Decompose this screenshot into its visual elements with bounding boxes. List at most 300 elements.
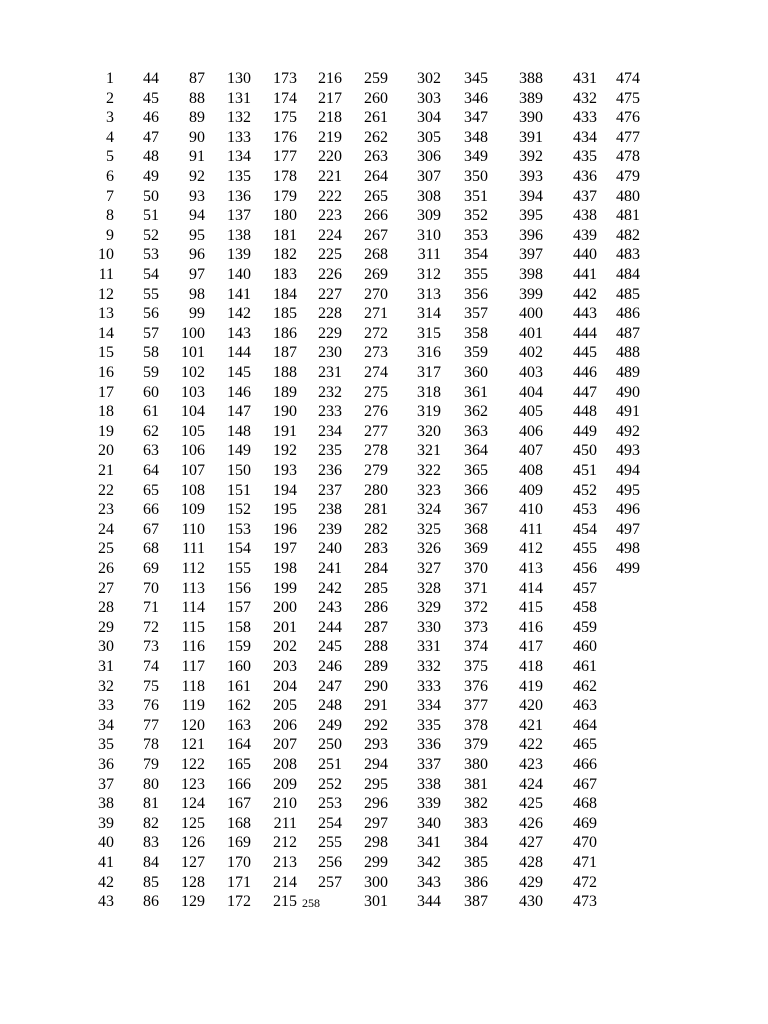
number-cell: 408	[519, 462, 543, 479]
number-cell: 375	[464, 658, 488, 675]
number-cell: 254	[318, 814, 342, 832]
number-cell: 8	[106, 207, 114, 225]
number-cell: 255	[318, 834, 342, 852]
number-cell: 136	[227, 187, 251, 205]
number-cell: 392	[519, 148, 543, 166]
number-cell: 379	[464, 736, 488, 754]
number-cell: 96	[189, 246, 205, 264]
number-cell: 396	[519, 226, 543, 244]
number-cell: 68	[143, 540, 159, 558]
number-cell: 273	[364, 344, 388, 362]
number-cell: 419	[519, 677, 543, 695]
number-cell: 146	[227, 383, 251, 401]
number-cell: 61	[143, 403, 159, 421]
number-cell: 104	[181, 403, 205, 421]
number-cell: 36	[98, 756, 114, 773]
number-cell: 395	[519, 207, 543, 225]
number-cell: 296	[364, 795, 388, 813]
number-cell: 454	[573, 520, 597, 538]
number-cell: 25	[98, 540, 114, 558]
number-cell: 402	[519, 344, 543, 362]
number-cell: 441	[573, 266, 597, 283]
number-cell: 249	[318, 716, 342, 734]
number-cell: 462	[573, 677, 597, 695]
number-cell: 376	[464, 677, 488, 695]
number-cell: 492	[616, 422, 640, 440]
number-cell: 448	[573, 403, 597, 421]
number-cell: 322	[417, 462, 441, 479]
number-cell: 458	[573, 599, 597, 617]
number-cell: 463	[573, 697, 597, 715]
number-cell: 466	[573, 756, 597, 773]
number-cell: 447	[573, 383, 597, 401]
number-cell: 270	[364, 285, 388, 303]
number-cell: 484	[616, 266, 640, 283]
number-cell: 352	[464, 207, 488, 225]
number-cell: 99	[189, 305, 205, 323]
number-cell: 338	[417, 775, 441, 793]
number-cell: 67	[143, 520, 159, 538]
number-cell: 314	[417, 305, 441, 323]
number-cell: 44	[143, 70, 159, 87]
number-cell: 207	[273, 736, 297, 754]
number-cell: 112	[181, 560, 205, 577]
number-cell: 58	[143, 344, 159, 362]
number-cell: 13	[98, 305, 114, 323]
number-cell: 335	[417, 716, 441, 734]
number-cell: 384	[464, 834, 488, 852]
number-cell: 489	[616, 364, 640, 381]
number-cell: 97	[189, 266, 205, 283]
number-cell: 329	[417, 599, 441, 617]
number-cell: 299	[364, 854, 388, 871]
number-cell: 229	[318, 324, 342, 342]
number-cell: 414	[519, 579, 543, 597]
number-cell: 171	[227, 873, 251, 891]
number-cell: 469	[573, 814, 597, 832]
number-cell: 95	[189, 226, 205, 244]
number-cell: 120	[181, 716, 205, 734]
number-cell: 158	[227, 618, 251, 636]
number-cell: 233	[318, 403, 342, 421]
number-cell: 442	[573, 285, 597, 303]
number-cell: 291	[364, 697, 388, 715]
number-cell: 5	[106, 148, 114, 166]
number-cell: 52	[143, 226, 159, 244]
number-cell: 301	[364, 893, 388, 911]
number-cell: 124	[181, 795, 205, 813]
number-cell: 151	[227, 481, 251, 499]
number-cell: 209	[273, 775, 297, 793]
number-cell: 71	[143, 599, 159, 617]
number-cell: 321	[417, 442, 441, 460]
number-cell: 130	[227, 70, 251, 87]
number-cell: 457	[573, 579, 597, 597]
number-cell: 119	[181, 697, 205, 715]
number-cell: 1	[106, 70, 114, 87]
number-cell: 39	[98, 814, 114, 832]
number-cell: 383	[464, 814, 488, 832]
number-cell: 228	[318, 305, 342, 323]
number-cell: 74	[143, 658, 159, 675]
number-cell: 284	[364, 560, 388, 577]
number-cell: 289	[364, 658, 388, 675]
number-cell: 101	[181, 344, 205, 362]
number-cell: 438	[573, 207, 597, 225]
number-cell: 170	[227, 854, 251, 871]
number-cell: 257	[318, 873, 342, 891]
number-cell: 267	[364, 226, 388, 244]
number-cell: 433	[573, 109, 597, 127]
number-cell: 371	[464, 579, 488, 597]
number-cell: 176	[273, 128, 297, 146]
number-cell: 144	[227, 344, 251, 362]
number-cell: 404	[519, 383, 543, 401]
number-cell: 465	[573, 736, 597, 754]
number-cell: 223	[318, 207, 342, 225]
number-cell: 365	[464, 462, 488, 479]
number-cell: 159	[227, 638, 251, 656]
number-cell: 412	[519, 540, 543, 558]
number-cell: 241	[318, 560, 342, 577]
number-cell: 89	[189, 109, 205, 127]
number-cell: 213	[273, 854, 297, 871]
number-cell: 243	[318, 599, 342, 617]
number-cell: 157	[227, 599, 251, 617]
number-cell: 164	[227, 736, 251, 754]
number-cell: 85	[143, 873, 159, 891]
number-cell: 78	[143, 736, 159, 754]
number-cell: 280	[364, 481, 388, 499]
number-cell: 320	[417, 422, 441, 440]
number-cell: 340	[417, 814, 441, 832]
number-cell: 62	[143, 422, 159, 440]
number-cell: 427	[519, 834, 543, 852]
number-cell: 265	[364, 187, 388, 205]
number-cell: 406	[519, 422, 543, 440]
number-cell: 275	[364, 383, 388, 401]
number-cell: 313	[417, 285, 441, 303]
number-cell: 224	[318, 226, 342, 244]
number-cell: 306	[417, 148, 441, 166]
number-cell: 65	[143, 481, 159, 499]
number-cell: 345	[464, 70, 488, 87]
number-cell: 110	[181, 520, 205, 538]
number-cell: 140	[227, 266, 251, 283]
number-cell: 326	[417, 540, 441, 558]
number-cell: 354	[464, 246, 488, 264]
number-cell: 80	[143, 775, 159, 793]
number-cell: 294	[364, 756, 388, 773]
number-cell: 6	[106, 168, 114, 185]
number-cell: 357	[464, 305, 488, 323]
number-cell: 133	[227, 128, 251, 146]
number-cell: 308	[417, 187, 441, 205]
number-cell: 283	[364, 540, 388, 558]
number-cell: 483	[616, 246, 640, 264]
number-cell: 423	[519, 756, 543, 773]
number-cell: 401	[519, 324, 543, 342]
number-cell: 30	[98, 638, 114, 656]
number-cell: 477	[616, 128, 640, 146]
number-cell: 459	[573, 618, 597, 636]
number-cell: 24	[98, 520, 114, 538]
number-cell: 305	[417, 128, 441, 146]
number-cell: 461	[573, 658, 597, 675]
number-cell: 388	[519, 70, 543, 87]
number-cell: 487	[616, 324, 640, 342]
number-cell: 12	[98, 285, 114, 303]
number-cell: 129	[181, 893, 205, 911]
number-cell: 346	[464, 89, 488, 107]
number-cell: 262	[364, 128, 388, 146]
number-cell: 188	[273, 364, 297, 381]
number-cell: 452	[573, 481, 597, 499]
number-cell: 191	[273, 422, 297, 440]
number-cell: 200	[273, 599, 297, 617]
number-cell: 115	[181, 618, 205, 636]
number-cell: 206	[273, 716, 297, 734]
number-cell: 496	[616, 501, 640, 519]
number-cell: 10	[98, 246, 114, 264]
number-cell: 259	[364, 70, 388, 87]
number-cell: 248	[318, 697, 342, 715]
number-cell: 37	[98, 775, 114, 793]
number-cell: 424	[519, 775, 543, 793]
number-cell: 153	[227, 520, 251, 538]
number-cell: 26	[98, 560, 114, 577]
number-cell: 446	[573, 364, 597, 381]
number-cell: 121	[181, 736, 205, 754]
number-cell: 420	[519, 697, 543, 715]
number-cell: 91	[189, 148, 205, 166]
number-cell: 478	[616, 148, 640, 166]
number-cell: 302	[417, 70, 441, 87]
number-cell: 468	[573, 795, 597, 813]
number-cell: 252	[318, 775, 342, 793]
number-cell: 449	[573, 422, 597, 440]
number-cell: 137	[227, 207, 251, 225]
number-cell: 103	[181, 383, 205, 401]
number-cell: 266	[364, 207, 388, 225]
number-cell: 455	[573, 540, 597, 558]
number-cell: 242	[318, 579, 342, 597]
number-cell: 15	[98, 344, 114, 362]
number-cell: 349	[464, 148, 488, 166]
number-cell: 359	[464, 344, 488, 362]
number-cell: 56	[143, 305, 159, 323]
number-cell: 369	[464, 540, 488, 558]
number-cell: 443	[573, 305, 597, 323]
number-cell: 288	[364, 638, 388, 656]
number-cell: 387	[464, 893, 488, 911]
number-cell: 125	[181, 814, 205, 832]
number-cell: 445	[573, 344, 597, 362]
number-cell: 35	[98, 736, 114, 754]
number-cell: 161	[227, 677, 251, 695]
number-cell: 356	[464, 285, 488, 303]
number-cell: 77	[143, 716, 159, 734]
number-cell: 344	[417, 893, 441, 911]
number-cell: 59	[143, 364, 159, 381]
number-cell: 114	[181, 599, 205, 617]
number-cell: 272	[364, 324, 388, 342]
number-cell: 418	[519, 658, 543, 675]
number-cell: 328	[417, 579, 441, 597]
number-cell: 263	[364, 148, 388, 166]
number-cell: 253	[318, 795, 342, 813]
number-cell: 141	[227, 285, 251, 303]
number-cell: 393	[519, 168, 543, 185]
number-cell: 260	[364, 89, 388, 107]
number-cell: 186	[273, 324, 297, 342]
number-cell: 482	[616, 226, 640, 244]
number-cell: 410	[519, 501, 543, 519]
number-cell: 150	[227, 462, 251, 479]
number-cell: 490	[616, 383, 640, 401]
number-cell: 430	[519, 893, 543, 911]
number-cell: 139	[227, 246, 251, 264]
number-cell: 230	[318, 344, 342, 362]
number-cell: 166	[227, 775, 251, 793]
number-cell: 160	[227, 658, 251, 675]
number-cell: 195	[273, 501, 297, 519]
number-cell: 472	[573, 873, 597, 891]
number-cell: 293	[364, 736, 388, 754]
number-cell: 154	[227, 540, 251, 558]
number-cell: 327	[417, 560, 441, 577]
number-cell: 417	[519, 638, 543, 656]
number-cell: 460	[573, 638, 597, 656]
number-cell: 81	[143, 795, 159, 813]
number-cell: 3	[106, 109, 114, 127]
number-cell: 391	[519, 128, 543, 146]
number-cell: 307	[417, 168, 441, 185]
number-cell: 82	[143, 814, 159, 832]
number-cell: 334	[417, 697, 441, 715]
number-cell: 135	[227, 168, 251, 185]
number-cell: 87	[189, 70, 205, 87]
number-cell: 113	[181, 579, 205, 597]
number-cell: 187	[273, 344, 297, 362]
number-cell: 494	[616, 462, 640, 479]
number-cell: 169	[227, 834, 251, 852]
number-cell: 451	[573, 462, 597, 479]
number-cell: 246	[318, 658, 342, 675]
number-cell: 380	[464, 756, 488, 773]
number-cell: 208	[273, 756, 297, 773]
number-cell: 220	[318, 148, 342, 166]
number-cell: 377	[464, 697, 488, 715]
number-cell: 55	[143, 285, 159, 303]
number-cell: 318	[417, 383, 441, 401]
number-cell: 23	[98, 501, 114, 519]
number-cell: 476	[616, 109, 640, 127]
number-cell: 162	[227, 697, 251, 715]
number-cell: 298	[364, 834, 388, 852]
number-cell: 88	[189, 89, 205, 107]
number-cell: 72	[143, 618, 159, 636]
number-cell: 295	[364, 775, 388, 793]
number-cell: 60	[143, 383, 159, 401]
number-cell: 286	[364, 599, 388, 617]
number-cell: 108	[181, 481, 205, 499]
number-cell: 366	[464, 481, 488, 499]
number-cell: 309	[417, 207, 441, 225]
number-cell: 361	[464, 383, 488, 401]
number-cell: 347	[464, 109, 488, 127]
number-cell: 363	[464, 422, 488, 440]
number-cell: 268	[364, 246, 388, 264]
number-cell: 175	[273, 109, 297, 127]
number-cell: 167	[227, 795, 251, 813]
number-cell: 38	[98, 795, 114, 813]
number-cell: 378	[464, 716, 488, 734]
number-cell: 22	[98, 481, 114, 499]
number-cell: 434	[573, 128, 597, 146]
number-cell: 238	[318, 501, 342, 519]
number-cell: 276	[364, 403, 388, 421]
number-cell: 368	[464, 520, 488, 538]
number-cell: 194	[273, 481, 297, 499]
number-cell: 480	[616, 187, 640, 205]
number-cell: 127	[181, 854, 205, 871]
number-cell: 49	[143, 168, 159, 185]
number-cell: 193	[273, 462, 297, 479]
number-cell: 16	[98, 364, 114, 381]
number-cell: 192	[273, 442, 297, 460]
number-cell: 64	[143, 462, 159, 479]
number-cell: 251	[318, 756, 342, 773]
number-cell: 214	[273, 873, 297, 891]
number-cell: 105	[181, 422, 205, 440]
number-cell: 98	[189, 285, 205, 303]
number-cell: 240	[318, 540, 342, 558]
number-cell: 397	[519, 246, 543, 264]
number-cell: 174	[273, 89, 297, 107]
number-cell: 84	[143, 854, 159, 871]
number-cell: 336	[417, 736, 441, 754]
number-cell: 43	[98, 893, 114, 911]
number-cell: 250	[318, 736, 342, 754]
number-cell: 34	[98, 716, 114, 734]
number-cell: 450	[573, 442, 597, 460]
number-cell: 179	[273, 187, 297, 205]
number-cell: 258	[302, 896, 320, 911]
number-cell: 435	[573, 148, 597, 166]
number-cell: 178	[273, 168, 297, 185]
number-cell: 436	[573, 168, 597, 185]
number-cell: 47	[143, 128, 159, 146]
number-cell: 464	[573, 716, 597, 734]
number-cell: 247	[318, 677, 342, 695]
number-cell: 117	[181, 658, 205, 675]
number-cell: 355	[464, 266, 488, 283]
number-cell: 281	[364, 501, 388, 519]
number-cell: 237	[318, 481, 342, 499]
number-cell: 440	[573, 246, 597, 264]
number-cell: 405	[519, 403, 543, 421]
number-cell: 168	[227, 814, 251, 832]
number-cell: 202	[273, 638, 297, 656]
number-cell: 473	[573, 893, 597, 911]
number-cell: 198	[273, 560, 297, 577]
number-cell: 172	[227, 893, 251, 911]
number-cell: 201	[273, 618, 297, 636]
number-cell: 210	[273, 795, 297, 813]
number-cell: 234	[318, 422, 342, 440]
number-cell: 277	[364, 422, 388, 440]
